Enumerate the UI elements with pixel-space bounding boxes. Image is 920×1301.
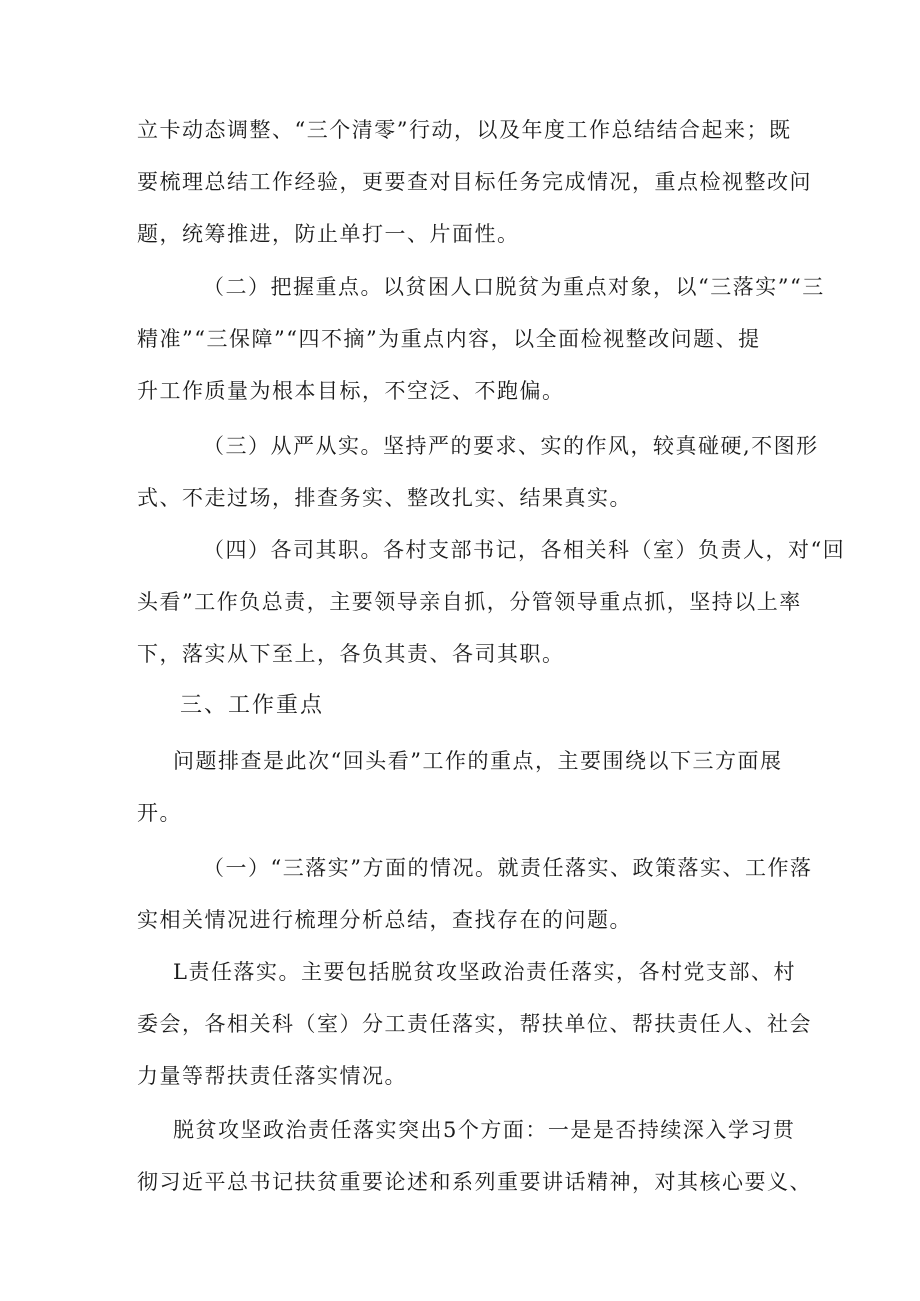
text-line: 头看”工作负总责，主要领导亲自抓，分管领导重点抓，坚持以上率 — [137, 590, 802, 614]
text-line: （三）从严从实。坚持严的要求、实的作风，较真碰硬,不图形 — [203, 434, 819, 458]
text-line: 要梳理总结工作经验，更要查对目标任务完成情况，重点检视整改问 — [137, 170, 812, 194]
paragraph-3 — [137, 420, 819, 524]
text-line: 彻习近平总书记扶贫重要论述和系列重要讲话精神，对其核心要义、 — [137, 1170, 812, 1194]
text-line: 下，落实从下至上，各负其责、各司其职。 — [137, 642, 565, 666]
text-line: （四）各司其职。各村支部书记，各相关科（室）负责人，对“回 — [203, 538, 846, 562]
text-line: （一）“三落实”方面的情况。就责任落实、政策落实、工作落 — [203, 856, 813, 880]
text-line: 脱贫攻坚政治责任落实突出5个方面：一是是否持续深入学习贯 — [173, 1118, 796, 1142]
text-line: 实相关情况进行梳理分析总结，查找存在的问题。 — [137, 908, 632, 932]
paragraph-1 — [137, 104, 812, 260]
paragraph-8 — [137, 1104, 812, 1208]
paragraph-5 — [137, 735, 792, 839]
paragraph-4 — [137, 524, 846, 680]
text-line: 问题排查是此次“回头看”工作的重点，主要围绕以下三方面展 — [173, 749, 783, 773]
text-line: 式、不走过场，排查务实、整改扎实、结果真实。 — [137, 486, 632, 510]
text-line: 精准”“三保障”“四不摘”为重点内容，以全面检视整改问题、提 — [137, 327, 761, 351]
text-line: （二）把握重点。以贫困人口脱贫为重点对象，以“三落实”“三 — [203, 275, 825, 299]
text-line: 力量等帮扶责任落实情况。 — [137, 1064, 407, 1088]
paragraph-7 — [137, 946, 812, 1102]
text-line: 升工作质量为根本目标，不空泛、不跑偏。 — [137, 379, 565, 403]
paragraph-2 — [137, 261, 825, 417]
text-line: L责任落实。主要包括脱贫攻坚政治责任落实，各村党支部、村 — [173, 960, 796, 984]
text-line: 开。 — [137, 801, 182, 825]
text-line: 题，统筹推进，防止单打一、片面性。 — [137, 222, 520, 246]
paragraph-6 — [137, 842, 813, 946]
text-line: 立卡动态调整、“三个清零”行动，以及年度工作总结结合起来；既 — [137, 118, 792, 142]
section-heading: 三、工作重点 — [180, 693, 325, 718]
text-line: 委会，各相关科（室）分工责任落实，帮扶单位、帮扶责任人、社会 — [137, 1012, 812, 1036]
